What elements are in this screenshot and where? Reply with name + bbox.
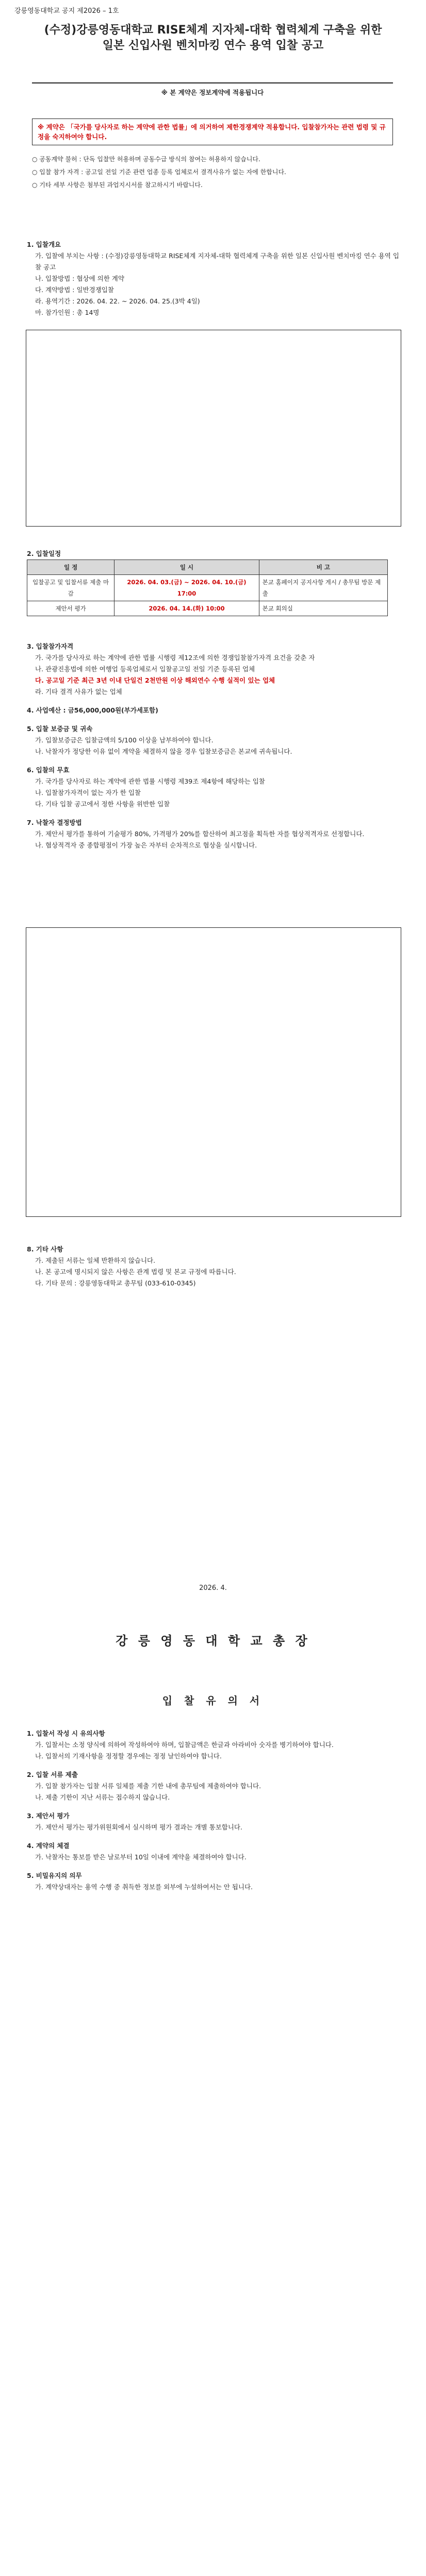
note-item: 가. 입찰서는 소정 양식에 의하여 작성하여야 하며, 입찰금액은 한글과 아라비아 숫자를 병기하여야 합니다. — [35, 1741, 334, 1749]
section-title: 2. 입찰일정 — [27, 550, 61, 557]
red-notice-box: ※ 계약은 「국가를 당사자로 하는 계약에 관한 법률」에 의거하여 제한경쟁계약 적용합니다. 입찰참가자는 관련 법령 및 규정을 숙지하여야 합니다. — [32, 118, 393, 145]
note-item: 가. 낙찰자는 통보를 받은 날로부터 10일 이내에 계약을 체결하여야 합니다. — [35, 1853, 247, 1861]
section-schedule — [27, 541, 399, 616]
note-heading: 1. 입찰서 작성 시 유의사항 — [27, 1730, 105, 1737]
section-item: 라. 기타 결격 사유가 없는 업체 — [35, 688, 122, 696]
section-item: 마. 참가인원 : 총 14명 — [35, 309, 100, 316]
signer: 강 릉 영 동 대 학 교 총 장 — [116, 1634, 310, 1648]
schedule-table — [27, 560, 388, 616]
title-line-2: 일본 신입사원 벤치마킹 연수 용역 입찰 공고 — [102, 39, 324, 52]
notes-title: 입 찰 유 의 서 — [162, 1694, 264, 1707]
section-title: 8. 기타 사항 — [27, 1245, 63, 1253]
page-title — [0, 23, 426, 54]
note-item: 가. 입찰 참가자는 입찰 서류 일체를 제출 기한 내에 총무팀에 제출하여야 합니다. — [35, 1782, 261, 1790]
blank-area — [26, 927, 401, 1217]
table-row — [27, 601, 388, 616]
note-heading: 4. 계약의 체결 — [27, 1842, 70, 1850]
section-item: 다. 기타 입찰 공고에서 정한 사항을 위반한 입찰 — [35, 800, 170, 808]
closing-date: 2026. 4. — [199, 1584, 227, 1592]
section-title: 5. 입찰 보증금 및 귀속 — [27, 725, 93, 733]
section-item: 나. 입찰참가자격이 없는 자가 한 입찰 — [35, 789, 141, 796]
table-row — [27, 575, 388, 601]
section-item: 라. 용역기간 : 2026. 04. 22. ~ 2026. 04. 25.(3박 4일) — [35, 297, 200, 305]
note-item: 가. 계약상대자는 용역 수행 중 취득한 정보를 외부에 누설하여서는 안 됩니다. — [35, 1883, 253, 1891]
notice-bullets — [32, 155, 393, 193]
section-item: 나. 낙찰자가 정당한 이유 없이 계약을 체결하지 않을 경우 입찰보증금은 본교에 귀속됩니다. — [35, 748, 292, 755]
note-heading: 5. 비밀유지의 의무 — [27, 1872, 82, 1879]
section-item: 가. 입찰에 부치는 사항 : (수정)강릉영동대학교 RISE체계 지자체-대학 협력체계 구축을 위한 일본 신입사원 벤치마킹 연수 용역 입찰 공고 — [35, 252, 399, 271]
section-item: 다. 공고일 기준 최근 3년 이내 단일건 2천만원 이상 해외연수 수행 실적이 있는 업체 — [35, 676, 275, 684]
blank-area — [26, 2009, 400, 2524]
section-title: 1. 입찰개요 — [27, 241, 61, 248]
section-title: 6. 입찰의 무효 — [27, 766, 70, 774]
col-header: 비 고 — [259, 560, 387, 575]
cell: 2026. 04. 03.(금) ~ 2026. 04. 10.(금) 17:00 — [114, 575, 259, 601]
section-misc — [27, 1236, 399, 1289]
cell: 본교 홈페이지 공지사항 게시 / 총무팀 방문 제출 — [259, 575, 387, 601]
section-item: 다. 계약방법 : 일반경쟁입찰 — [35, 286, 114, 294]
blank-area — [26, 330, 401, 527]
section-item: 가. 입찰보증금은 입찰금액의 5/100 이상을 납부하여야 합니다. — [35, 736, 214, 744]
bullet-item: ○ 공동계약 불허 : 단독 입찰만 허용하며 공동수급 방식의 참여는 허용하지 않습니다. — [32, 156, 260, 163]
section-overview — [27, 232, 399, 318]
doc-number: 강릉영동대학교 공지 제2026 – 1호 — [14, 7, 119, 15]
section-item: 가. 국가를 당사자로 하는 계약에 관한 법률 시행령 제39조 제4항에 해당하는 입찰 — [35, 777, 265, 785]
note-item: 나. 입찰서의 기재사항을 정정할 경우에는 정정 날인하여야 합니다. — [35, 1752, 222, 1760]
section-item: 가. 국가를 당사자로 하는 계약에 관한 법률 시행령 제12조에 의한 경쟁입찰참가자격 요건을 갖춘 자 — [35, 654, 315, 662]
notes-body — [27, 1721, 399, 1893]
section-title: 3. 입찰참가자격 — [27, 642, 74, 650]
section-eligibility — [27, 634, 399, 851]
note-heading: 3. 제안서 평가 — [27, 1812, 70, 1820]
section-item: 가. 제안서 평가를 통하여 기술평가 80%, 가격평가 20%를 합산하여 최고점을 획득한 자를 협상적격자로 선정합니다. — [35, 830, 365, 838]
section-item: 가. 제출된 서류는 일체 반환하지 않습니다. — [35, 1257, 156, 1264]
section-item: 나. 입찰방법 : 협상에 의한 계약 — [35, 275, 124, 282]
col-header: 일 시 — [114, 560, 259, 575]
cell: 제안서 평가 — [27, 601, 114, 616]
section-item: 나. 본 공고에 명시되지 않은 사항은 관계 법령 및 본교 규정에 따릅니다. — [35, 1268, 236, 1276]
section-title: 4. 사업예산 : 금56,000,000원(부가세포함) — [27, 706, 158, 714]
section-item: 나. 협상적격자 중 종합평점이 가장 높은 자부터 순차적으로 협상을 실시합니다. — [35, 841, 257, 849]
bullet-item: ○ 기타 세부 사항은 첨부된 과업지시서를 참고하시기 바랍니다. — [32, 181, 203, 189]
cell: 본교 회의실 — [259, 601, 387, 616]
section-title: 7. 낙찰자 결정방법 — [27, 819, 82, 826]
note-item: 가. 제안서 평가는 평가위원회에서 실시하며 평가 결과는 개별 통보합니다. — [35, 1823, 242, 1831]
note-item: 나. 제출 기한이 지난 서류는 접수하지 않습니다. — [35, 1793, 170, 1801]
col-header: 일 정 — [27, 560, 114, 575]
cell: 2026. 04. 14.(화) 10:00 — [114, 601, 259, 616]
section-item: 다. 기타 문의 : 강릉영동대학교 총무팀 (033-610-0345) — [35, 1279, 196, 1287]
section-item: 나. 관광진흥법에 의한 여행업 등록업체로서 입찰공고일 전일 기준 등록된 업체 — [35, 665, 255, 673]
cell: 입찰공고 및 입찰서류 제출 마감 — [27, 575, 114, 601]
bullet-item: ○ 입찰 참가 자격 : 공고일 전일 기준 관련 업종 등록 업체로서 결격사유가 없는 자에 한합니다. — [32, 168, 286, 176]
notice-heading: ※ 본 계약은 정보계약에 적용됩니다 — [32, 82, 393, 97]
title-line-1: (수정)강릉영동대학교 RISE체계 지자체-대학 협력체계 구축을 위한 — [44, 24, 382, 37]
note-heading: 2. 입찰 서류 제출 — [27, 1771, 78, 1778]
